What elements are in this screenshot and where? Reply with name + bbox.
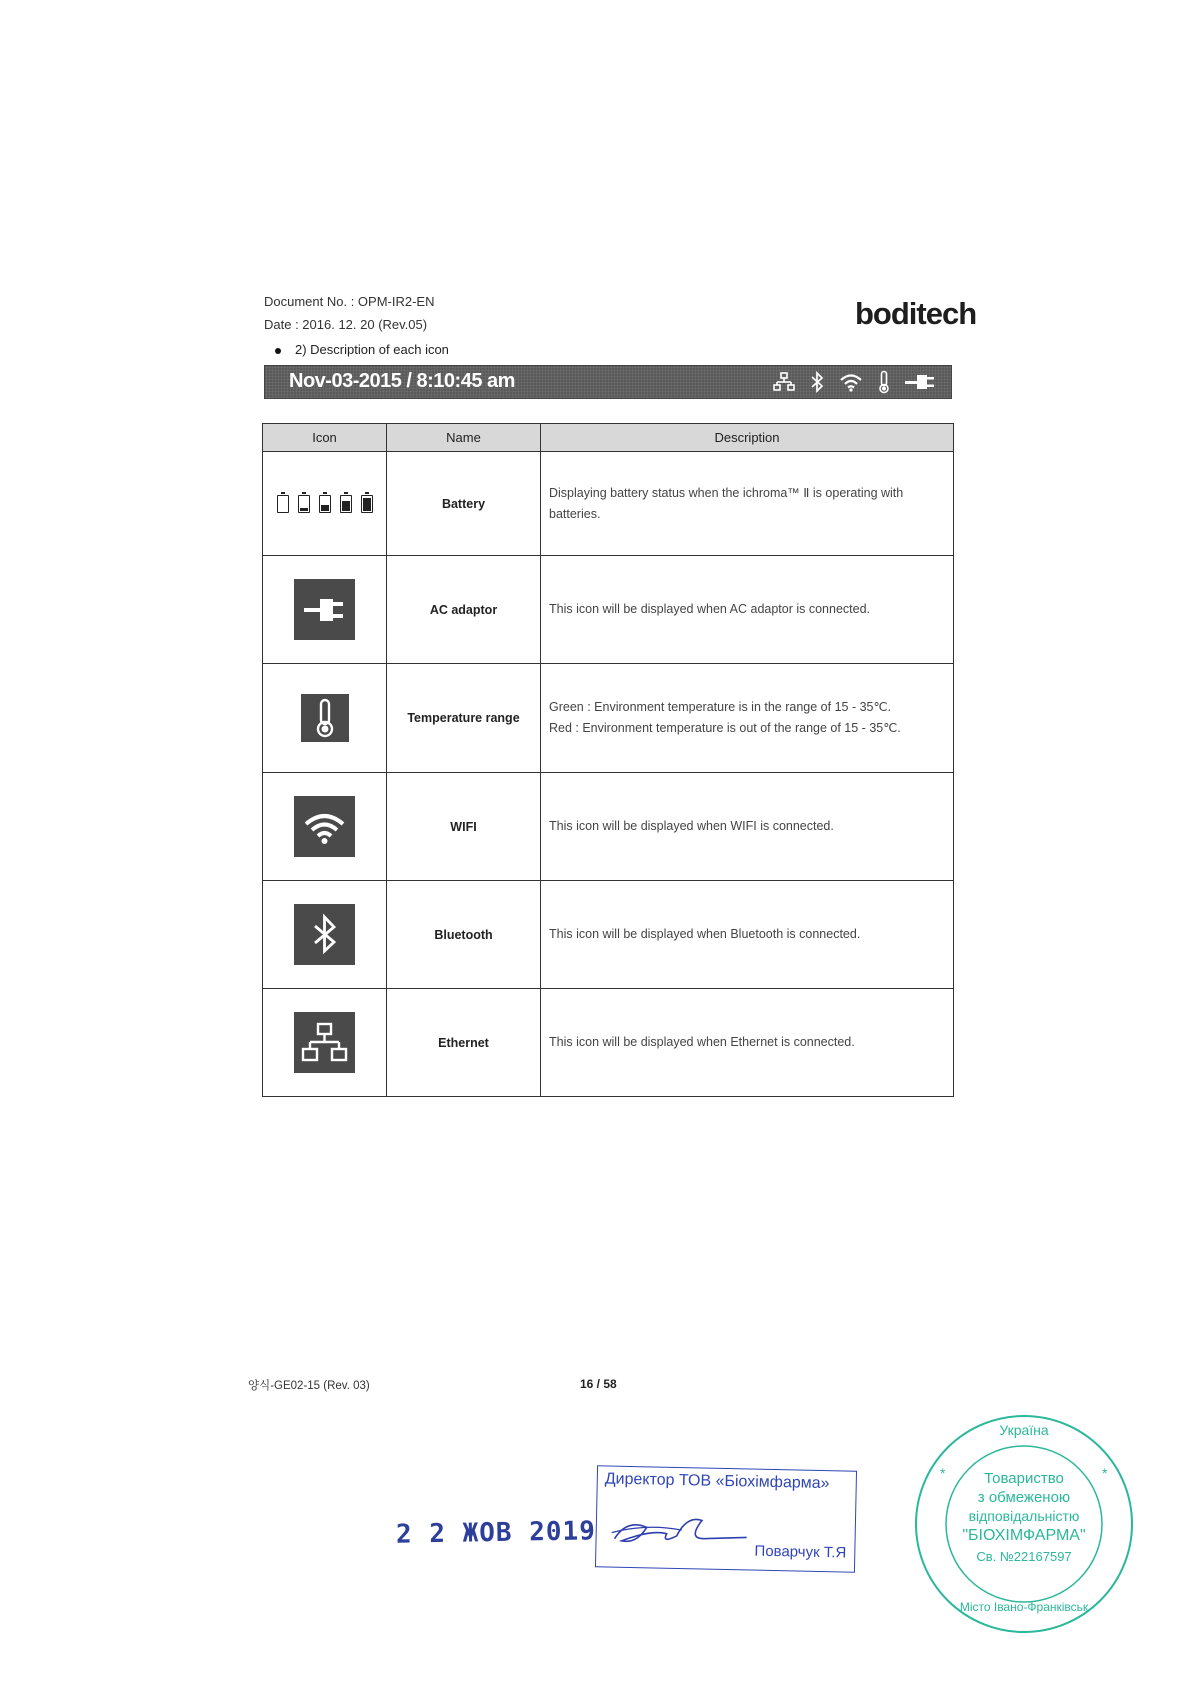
row-name: Bluetooth bbox=[387, 881, 541, 989]
thermometer-icon bbox=[877, 370, 891, 394]
ethernet-icon bbox=[294, 1012, 355, 1073]
row-name: WIFI bbox=[387, 773, 541, 881]
director-title: Директор ТОВ «Біохімфарма» bbox=[604, 1470, 830, 1493]
document-date: Date : 2016. 12. 20 (Rev.05) bbox=[264, 317, 428, 332]
director-name: Поварчук Т.Я bbox=[754, 1542, 847, 1562]
seal-country: Україна bbox=[999, 1422, 1049, 1438]
header-name: Name bbox=[387, 424, 541, 452]
temperature-green-line: Green : Environment temperature is in the range of 15 - 35℃. bbox=[549, 700, 891, 714]
header-icon: Icon bbox=[263, 424, 387, 452]
status-icons bbox=[773, 369, 939, 395]
row-description: This icon will be displayed when Bluetooth is connected. bbox=[541, 881, 954, 989]
ethernet-icon bbox=[773, 371, 795, 393]
status-bar bbox=[264, 365, 952, 399]
ac-adaptor-icon bbox=[294, 579, 355, 640]
document-number: Document No. : OPM-IR2-EN bbox=[264, 294, 435, 309]
row-name: Ethernet bbox=[387, 989, 541, 1097]
table-row bbox=[263, 452, 954, 556]
table-header-row bbox=[263, 424, 954, 452]
signature bbox=[606, 1509, 757, 1552]
status-time: Nov-03-2015 / 8:10:45 am bbox=[289, 370, 515, 392]
icon-description-table bbox=[262, 423, 954, 1097]
battery-low-icon bbox=[298, 495, 310, 513]
wifi-icon bbox=[294, 796, 355, 857]
bluetooth-icon bbox=[809, 371, 825, 393]
table-row bbox=[263, 556, 954, 664]
wifi-icon bbox=[839, 372, 863, 392]
company-seal bbox=[910, 1410, 1138, 1638]
thermometer-icon bbox=[301, 694, 349, 742]
row-description: This icon will be displayed when Ethernet is connected. bbox=[541, 989, 954, 1097]
row-description: Displaying battery status when the ichroma™ Ⅱ is operating with batteries. bbox=[541, 452, 954, 556]
company-logo: boditech bbox=[855, 296, 977, 331]
bullet-icon bbox=[275, 348, 281, 354]
seal-line-3: відповідальністю bbox=[968, 1508, 1080, 1524]
director-stamp bbox=[595, 1465, 857, 1572]
svg-text:*: * bbox=[1102, 1465, 1108, 1481]
battery-high-icon bbox=[340, 495, 352, 513]
battery-levels-icon bbox=[264, 495, 385, 513]
temperature-icon-cell bbox=[263, 664, 387, 773]
battery-icon-cell bbox=[263, 452, 387, 556]
row-name: Temperature range bbox=[387, 664, 541, 773]
ethernet-icon-cell bbox=[263, 989, 387, 1097]
table-row bbox=[263, 773, 954, 881]
table-row bbox=[263, 989, 954, 1097]
row-description: This icon will be displayed when AC adaptor is connected. bbox=[541, 556, 954, 664]
ac-adaptor-icon-cell bbox=[263, 556, 387, 664]
table-row bbox=[263, 881, 954, 989]
battery-half-icon bbox=[319, 495, 331, 513]
section-heading bbox=[275, 342, 449, 357]
date-stamp: 2 2 ЖОВ 2019 bbox=[395, 1516, 597, 1550]
bluetooth-icon-cell bbox=[263, 881, 387, 989]
row-name: Battery bbox=[387, 452, 541, 556]
battery-full-icon bbox=[361, 495, 373, 513]
row-description: This icon will be displayed when WIFI is connected. bbox=[541, 773, 954, 881]
seal-city: Місто Івано-Франківськ bbox=[959, 1600, 1089, 1614]
seal-company: "БІОХІМФАРМА" bbox=[962, 1527, 1086, 1544]
row-description bbox=[541, 664, 954, 773]
battery-empty-icon bbox=[277, 495, 289, 513]
plug-icon bbox=[905, 372, 939, 392]
row-name: AC adaptor bbox=[387, 556, 541, 664]
form-number: 양식-GE02-15 (Rev. 03) bbox=[248, 1380, 370, 1392]
header-description: Description bbox=[541, 424, 954, 452]
seal-line-2: з обмеженою bbox=[977, 1489, 1071, 1506]
wifi-icon-cell bbox=[263, 773, 387, 881]
section-title: 2) Description of each icon bbox=[295, 342, 449, 357]
page-number: 16 / 58 bbox=[580, 1377, 617, 1391]
bluetooth-icon bbox=[294, 904, 355, 965]
seal-line-1: Товариство bbox=[984, 1470, 1064, 1487]
temperature-red-line: Red : Environment temperature is out of the range of 15 - 35℃. bbox=[549, 721, 901, 735]
seal-certificate: Св. №22167597 bbox=[976, 1549, 1072, 1564]
svg-text:*: * bbox=[940, 1465, 946, 1481]
table-row bbox=[263, 664, 954, 773]
